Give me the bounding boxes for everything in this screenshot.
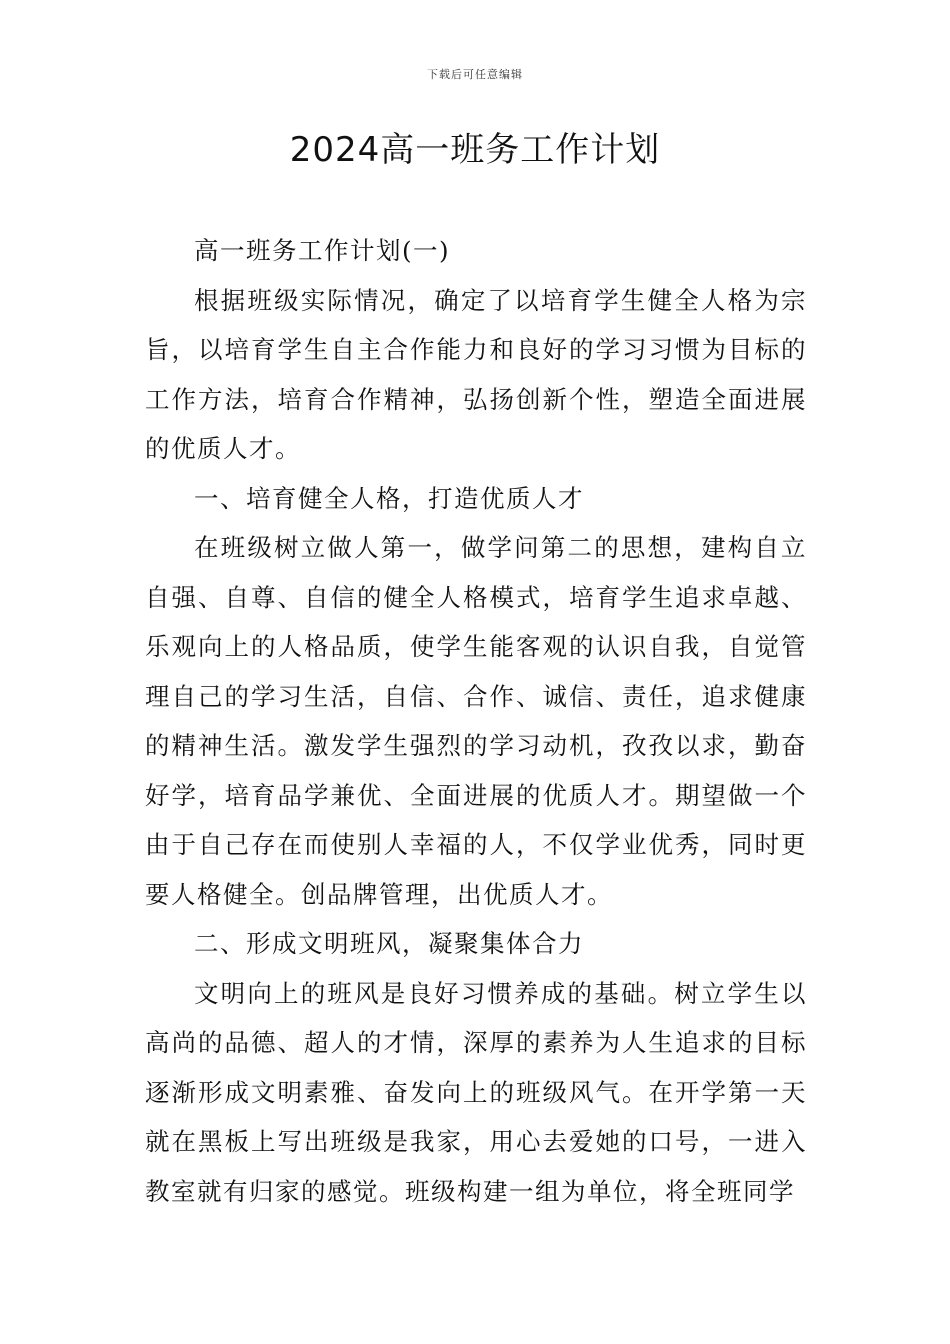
- section-heading-1: 一、培育健全人格，打造优质人才: [194, 483, 584, 513]
- intro-paragraph: 根据班级实际情况，确定了以培育学生健全人格为宗旨，以培育学生自主合作能力和良好的学习习惯为目标的工作方法，培育合作精神，弘扬创新个性，塑造全面进展的优质人才。: [145, 285, 807, 463]
- header-note: 下载后可任意编辑: [427, 68, 523, 81]
- section-heading-plan-one: 高一班务工作计划(一): [194, 236, 451, 265]
- document-body: [145, 226, 807, 1216]
- section-paragraph-1: 在班级树立做人第一，做学问第二的思想，建构自立自强、自尊、自信的健全人格模式，培育学生追求卓越、乐观向上的人格品质，使学生能客观的认识自我，自觉管理自己的学习生活，自信、合作、诚信、责任，追求健康的精神生活。激发学生强烈的学习动机，孜孜以求，勤奋好学，培育品学兼优、全面进展的优质人才。期望做一个由于自己存在而使别人幸福的人，不仅学业优秀，同时更要人格健全。创品牌管理，出优质人才。: [145, 533, 807, 909]
- section-paragraph-2: 文明向上的班风是良好习惯养成的基础。树立学生以高尚的品德、超人的才情，深厚的素养为人生追求的目标逐渐形成文明素雅、奋发向上的班级风气。在开学第一天就在黑板上写出班级是我家，用心去爱她的口号，一进入教室就有归家的感觉。班级构建一组为单位，将全班同学: [145, 978, 807, 1206]
- section-heading-2: 二、形成文明班风，凝聚集体合力: [194, 929, 584, 958]
- document-title: 2024高一班务工作计划: [289, 130, 661, 170]
